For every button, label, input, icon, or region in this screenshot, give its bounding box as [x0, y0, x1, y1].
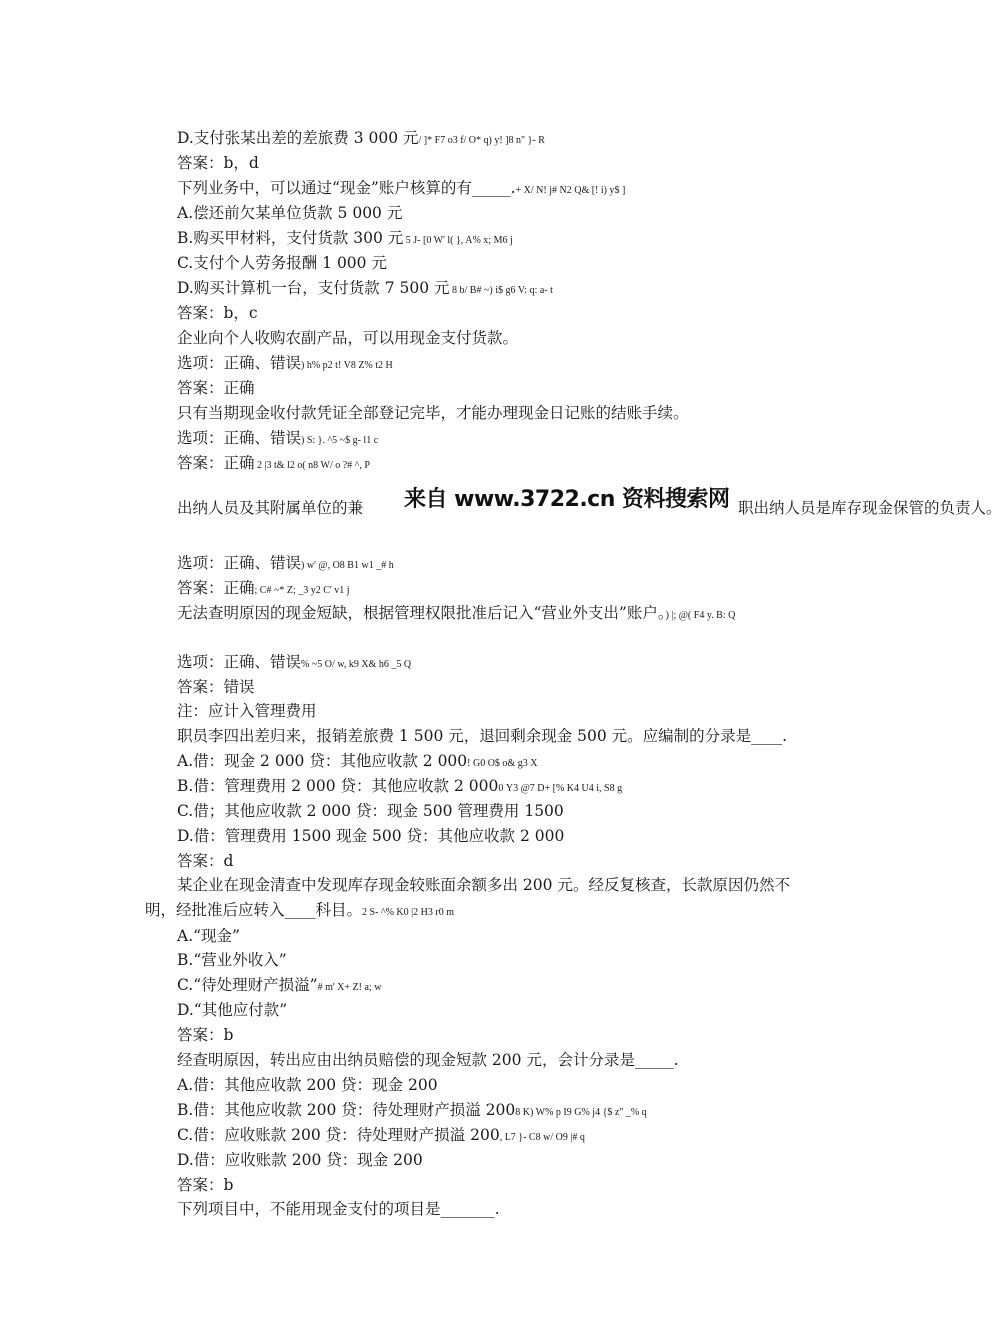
text-line: A.借：其他应收款 200 贷：现金 200: [177, 1076, 438, 1094]
noise-text: ) h% p2 t! V8 Z% t2 H: [301, 360, 393, 371]
noise-text: 8 b/ B# ~) i$ g6 V: q: a- t: [449, 285, 553, 296]
text-line: 只有当期现金收付款凭证全部登记完毕，才能办理现金日记账的结账手续。: [177, 404, 689, 422]
paragraph: 无法查明原因的现金短缺，根据管理权限批准后记入“营业外支出”账户。) |; @( F4 y. B: Q: [177, 604, 736, 622]
noise-text: ) w' @, O8 B1 w1 _# h: [301, 560, 394, 571]
text-line: B.借：其他应收款 200 贷：待处理财产损溢 2008 K) W% p I9 G% j4 {$ z" _% q: [177, 1101, 647, 1119]
text-line: 选项：正确、错误) h% p2 t! V8 Z% t2 H: [177, 354, 393, 372]
paragraph-line: 出纳人员及其附属单位的兼: [177, 499, 364, 517]
text-line: 选项：正确、错误% ~5 O/ w, k9 X& h6 _5 Q: [177, 653, 412, 671]
noise-text: , L7 }- C8 w/ O9 |# q: [499, 1132, 585, 1143]
paragraph-line: 职出纳人员是库存现金保管的负责人。: [738, 499, 1002, 517]
text-line: 答案：b: [177, 1026, 234, 1044]
noise-text: + X/ N! j# N2 Q& [! i) y$ ]: [515, 185, 626, 196]
text-line: D.购买计算机一台，支付货款 7 500 元 8 b/ B# ~) i$ g6 V: q: a- t: [177, 279, 553, 297]
noise-text: # m' X+ Z! a; w: [317, 982, 382, 993]
text-line: C.支付个人劳务报酬 1 000 元: [177, 254, 387, 272]
text-line: D.借：应收账款 200 贷：现金 200: [177, 1151, 423, 1169]
text-line: 下列业务中，可以通过“现金”账户核算的有_____.+ X/ N! j# N2 Q& [! i) y$ ]: [177, 179, 626, 197]
text-line: A.“现金”: [177, 927, 240, 945]
noise-text: ) |; @( F4 y. B: Q: [665, 610, 736, 621]
noise-text: ; C# ~* Z; _3 y2 C' v1 j: [254, 585, 350, 596]
text-line: 答案：正确 2 |3 t& l2 o( n8 W/ o ?# ^, P: [177, 454, 370, 472]
text-line: D.借：管理费用 1500 现金 500 贷：其他应收款 2 000: [177, 827, 565, 845]
text-line: A.偿还前欠某单位货款 5 000 元: [177, 204, 403, 222]
text-line: 选项：正确、错误) w' @, O8 B1 w1 _# h: [177, 554, 394, 572]
text-line: C.“待处理财产损溢”# m' X+ Z! a; w: [177, 976, 382, 994]
text-line: C.借；其他应收款 2 000 贷：现金 500 管理费用 1500: [177, 802, 564, 820]
noise-text: % ~5 O/ w, k9 X& h6 _5 Q: [301, 659, 412, 670]
text-line: C.借：应收账款 200 贷：待处理财产损溢 200, L7 }- C8 w/ O9 |# q: [177, 1126, 585, 1144]
text-line: 答案：b，d: [177, 154, 259, 172]
noise-text: 2 S- ^% K0 |2 H3 r0 m: [362, 907, 454, 918]
text-line: 答案：b: [177, 1176, 234, 1194]
noise-text: ) S: }. ^5 ~$ g- l1 c: [301, 435, 379, 446]
text-line: 答案：正确; C# ~* Z; _3 y2 C' v1 j: [177, 579, 350, 597]
text-line: B.借：管理费用 2 000 贷：其他应收款 2 0000 Y3 @7 D+ [% K4 U4 i, S8 g: [177, 777, 623, 795]
text-line: 注：应计入管理费用: [177, 702, 317, 720]
noise-text: / ]* F7 o3 f/ O* q) y! ]8 n" }- R: [418, 135, 545, 146]
text-line: B.“营业外收入”: [177, 951, 287, 969]
text-line: A.借：现金 2 000 贷：其他应收款 2 000! G0 O$ o& g3 X: [177, 752, 538, 770]
text-line: 职员李四出差归来，报销差旅费 1 500 元，退回剩余现金 500 元。应编制的分录是____.: [177, 727, 788, 745]
noise-text: 2 |3 t& l2 o( n8 W/ o ?# ^, P: [254, 460, 370, 471]
watermark-banner: 来自 www.3722.cn 资料搜索网: [402, 482, 732, 513]
paragraph: 某企业在现金清查中发现库存现金较账面余额多出 200 元。经反复核查，长款原因仍然不明，经批准后应转入____科目。2 S- ^% K0 |2 H3 r0 m: [145, 876, 790, 919]
text-line: 答案：正确: [177, 379, 255, 397]
text-line: 选项：正确、错误) S: }. ^5 ~$ g- l1 c: [177, 429, 379, 447]
text-line: 答案：b，c: [177, 304, 258, 322]
noise-text: 0 Y3 @7 D+ [% K4 U4 i, S8 g: [498, 783, 623, 794]
text-line: B.购买甲材料，支付货款 300 元 5 J- [0 W' l( }, A% x; M6 j: [177, 229, 513, 247]
noise-text: 5 J- [0 W' l( }, A% x; M6 j: [403, 235, 513, 246]
text-line: D.支付张某出差的差旅费 3 000 元/ ]* F7 o3 f/ O* q) y! ]8 n" }- R: [177, 129, 545, 147]
text-line: 企业向个人收购农副产品，可以用现金支付货款。: [177, 329, 519, 347]
text-line: 答案：d: [177, 852, 234, 870]
text-line: 答案：错误: [177, 678, 255, 696]
noise-text: 8 K) W% p I9 G% j4 {$ z" _% q: [515, 1107, 647, 1118]
text-line: 经查明原因，转出应由出纳员赔偿的现金短款 200 元，会计分录是_____.: [177, 1051, 679, 1069]
noise-text: ! G0 O$ o& g3 X: [467, 758, 538, 769]
text-line: D.“其他应付款”: [177, 1001, 288, 1019]
text-line: 下列项目中，不能用现金支付的项目是_______.: [177, 1200, 500, 1218]
